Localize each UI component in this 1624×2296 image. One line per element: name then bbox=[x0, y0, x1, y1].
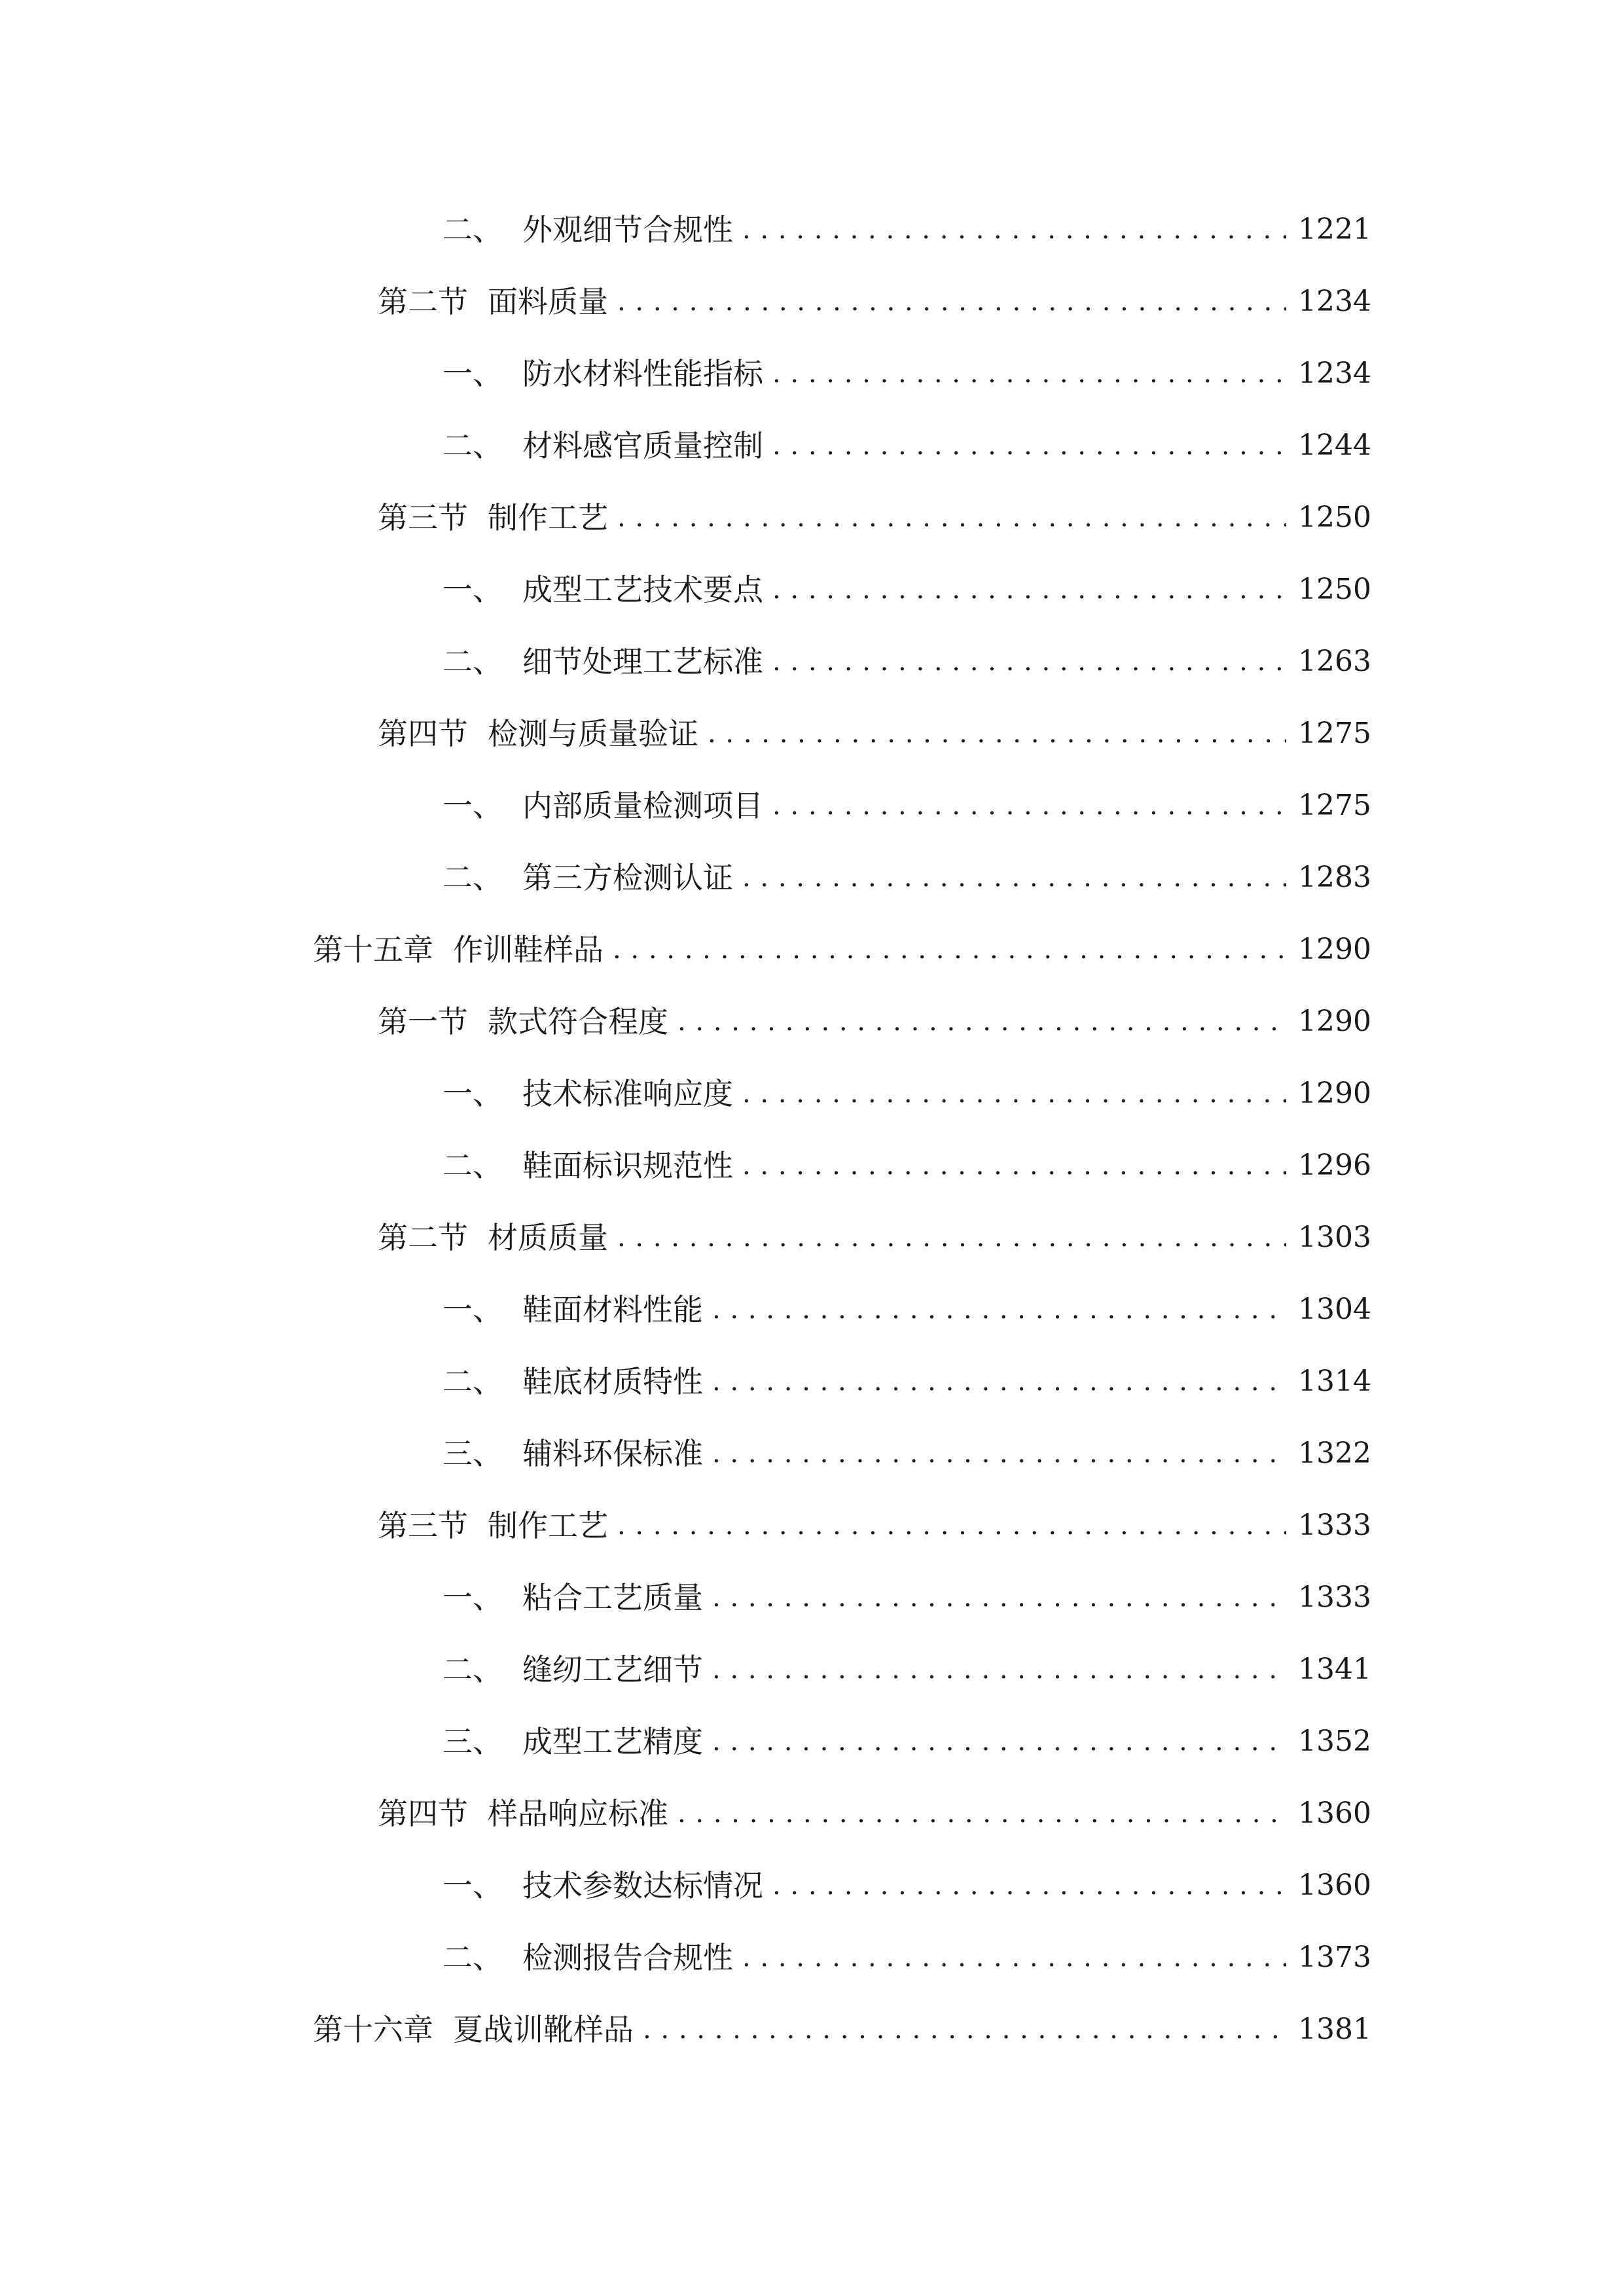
toc-entry-page-number: 1290 bbox=[1298, 1005, 1371, 1038]
toc-entry-number: 三、 bbox=[442, 1724, 503, 1759]
toc-entry-title: 第三方检测认证 bbox=[522, 860, 733, 895]
table-of-contents bbox=[0, 194, 1624, 2066]
toc-entry-title: 制作工艺 bbox=[488, 500, 608, 535]
toc-entry-number: 一、 bbox=[442, 572, 503, 607]
toc-entry-23[interactable] bbox=[0, 1778, 1371, 1850]
toc-entry-number: 二、 bbox=[442, 1148, 503, 1183]
toc-entry-22[interactable] bbox=[0, 1706, 1371, 1778]
toc-entry-number: 一、 bbox=[442, 1580, 503, 1615]
toc-entry-title: 款式符合程度 bbox=[488, 1004, 668, 1039]
toc-dot-leader bbox=[772, 626, 1286, 698]
toc-entry-title: 鞋面标识规范性 bbox=[522, 1148, 733, 1183]
toc-entry-14[interactable] bbox=[0, 1130, 1371, 1202]
toc-dot-leader bbox=[617, 482, 1286, 554]
toc-entry-page-number: 1275 bbox=[1298, 789, 1371, 822]
toc-entry-page-number: 1290 bbox=[1298, 933, 1371, 966]
toc-entry-title: 技术标准响应度 bbox=[522, 1076, 733, 1111]
toc-entry-18[interactable] bbox=[0, 1418, 1371, 1490]
toc-entry-4[interactable] bbox=[0, 410, 1371, 482]
toc-entry-page-number: 1263 bbox=[1298, 645, 1371, 678]
toc-entry-1[interactable] bbox=[0, 194, 1371, 266]
toc-dot-leader bbox=[772, 1850, 1286, 1922]
toc-entry-title: 成型工艺技术要点 bbox=[522, 572, 763, 607]
toc-entry-3[interactable] bbox=[0, 338, 1371, 410]
toc-entry-page-number: 1333 bbox=[1298, 1581, 1371, 1614]
toc-entry-page-number: 1283 bbox=[1298, 861, 1371, 894]
toc-entry-title: 辅料环保标准 bbox=[522, 1436, 703, 1471]
toc-dot-leader bbox=[613, 914, 1286, 986]
toc-entry-title: 鞋面材料性能 bbox=[522, 1292, 703, 1327]
toc-entry-page-number: 1381 bbox=[1298, 2013, 1371, 2046]
toc-entry-20[interactable] bbox=[0, 1562, 1371, 1634]
toc-dot-leader bbox=[712, 1418, 1286, 1490]
toc-entry-12[interactable] bbox=[0, 986, 1371, 1058]
toc-entry-title: 材质质量 bbox=[488, 1220, 608, 1255]
toc-entry-26[interactable] bbox=[0, 1994, 1371, 2066]
toc-entry-page-number: 1275 bbox=[1298, 717, 1371, 750]
toc-entry-page-number: 1341 bbox=[1298, 1653, 1371, 1686]
toc-entry-number: 一、 bbox=[442, 1292, 503, 1327]
toc-entry-17[interactable] bbox=[0, 1346, 1371, 1418]
toc-entry-title: 外观细节合规性 bbox=[522, 212, 733, 247]
toc-dot-leader bbox=[742, 1922, 1286, 1994]
toc-dot-leader bbox=[742, 1130, 1286, 1202]
toc-entry-11[interactable] bbox=[0, 914, 1371, 986]
toc-dot-leader bbox=[712, 1274, 1286, 1346]
toc-entry-number: 第四节 bbox=[378, 1796, 468, 1831]
toc-entry-page-number: 1304 bbox=[1298, 1293, 1371, 1326]
toc-entry-page-number: 1234 bbox=[1298, 285, 1371, 318]
toc-entry-number: 第三节 bbox=[378, 1508, 468, 1543]
toc-entry-page-number: 1303 bbox=[1298, 1221, 1371, 1254]
toc-entry-title: 作训鞋样品 bbox=[453, 932, 604, 967]
toc-entry-number: 第十六章 bbox=[313, 2012, 433, 2047]
toc-entry-title: 成型工艺精度 bbox=[522, 1724, 703, 1759]
toc-entry-page-number: 1373 bbox=[1298, 1941, 1371, 1974]
toc-entry-15[interactable] bbox=[0, 1202, 1371, 1274]
toc-entry-number: 二、 bbox=[442, 1364, 503, 1399]
toc-entry-24[interactable] bbox=[0, 1850, 1371, 1922]
toc-entry-number: 第二节 bbox=[378, 284, 468, 319]
toc-entry-number: 一、 bbox=[442, 1076, 503, 1111]
toc-entry-page-number: 1250 bbox=[1298, 501, 1371, 534]
toc-dot-leader bbox=[772, 338, 1286, 410]
toc-entry-21[interactable] bbox=[0, 1634, 1371, 1706]
toc-entry-title: 缝纫工艺细节 bbox=[522, 1652, 703, 1687]
toc-entry-10[interactable] bbox=[0, 842, 1371, 914]
toc-entry-number: 二、 bbox=[442, 428, 503, 463]
toc-entry-page-number: 1314 bbox=[1298, 1365, 1371, 1398]
toc-dot-leader bbox=[617, 1202, 1286, 1274]
toc-entry-title: 细节处理工艺标准 bbox=[522, 644, 763, 679]
toc-entry-title: 检测报告合规性 bbox=[522, 1940, 733, 1975]
toc-dot-leader bbox=[712, 1562, 1286, 1634]
toc-entry-number: 二、 bbox=[442, 1652, 503, 1687]
toc-entry-page-number: 1360 bbox=[1298, 1869, 1371, 1902]
toc-entry-16[interactable] bbox=[0, 1274, 1371, 1346]
toc-entry-page-number: 1234 bbox=[1298, 357, 1371, 390]
toc-entry-title: 面料质量 bbox=[488, 284, 608, 319]
toc-entry-8[interactable] bbox=[0, 698, 1371, 770]
toc-entry-title: 样品响应标准 bbox=[488, 1796, 668, 1831]
toc-entry-number: 三、 bbox=[442, 1436, 503, 1471]
toc-dot-leader bbox=[712, 1706, 1286, 1778]
toc-entry-5[interactable] bbox=[0, 482, 1371, 554]
toc-dot-leader bbox=[742, 842, 1286, 914]
toc-entry-page-number: 1352 bbox=[1298, 1725, 1371, 1758]
toc-entry-title: 制作工艺 bbox=[488, 1508, 608, 1543]
toc-entry-number: 二、 bbox=[442, 644, 503, 679]
toc-entry-page-number: 1322 bbox=[1298, 1437, 1371, 1470]
toc-entry-13[interactable] bbox=[0, 1058, 1371, 1130]
toc-entry-number: 二、 bbox=[442, 212, 503, 247]
toc-entry-25[interactable] bbox=[0, 1922, 1371, 1994]
toc-entry-number: 第一节 bbox=[378, 1004, 468, 1039]
toc-dot-leader bbox=[677, 1778, 1286, 1850]
toc-entry-number: 二、 bbox=[442, 860, 503, 895]
toc-entry-6[interactable] bbox=[0, 554, 1371, 626]
toc-dot-leader bbox=[617, 266, 1286, 338]
toc-dot-leader bbox=[712, 1634, 1286, 1706]
toc-entry-number: 第十五章 bbox=[313, 932, 433, 967]
toc-entry-page-number: 1250 bbox=[1298, 573, 1371, 606]
toc-entry-number: 一、 bbox=[442, 356, 503, 391]
toc-dot-leader bbox=[772, 770, 1286, 842]
toc-entry-page-number: 1244 bbox=[1298, 429, 1371, 462]
toc-entry-19[interactable] bbox=[0, 1490, 1371, 1562]
toc-entry-number: 二、 bbox=[442, 1940, 503, 1975]
toc-entry-page-number: 1333 bbox=[1298, 1509, 1371, 1542]
toc-dot-leader bbox=[772, 410, 1286, 482]
toc-dot-leader bbox=[643, 1994, 1286, 2066]
toc-entry-number: 第四节 bbox=[378, 716, 468, 751]
toc-entry-number: 第三节 bbox=[378, 500, 468, 535]
toc-entry-title: 检测与质量验证 bbox=[488, 716, 698, 751]
toc-entry-title: 技术参数达标情况 bbox=[522, 1868, 763, 1903]
toc-entry-page-number: 1290 bbox=[1298, 1077, 1371, 1110]
toc-entry-title: 夏战训靴样品 bbox=[453, 2012, 634, 2047]
toc-entry-title: 粘合工艺质量 bbox=[522, 1580, 703, 1615]
toc-entry-number: 一、 bbox=[442, 1868, 503, 1903]
toc-dot-leader bbox=[742, 1058, 1286, 1130]
toc-entry-title: 材料感官质量控制 bbox=[522, 428, 763, 463]
toc-entry-9[interactable] bbox=[0, 770, 1371, 842]
toc-entry-number: 一、 bbox=[442, 788, 503, 823]
toc-entry-page-number: 1221 bbox=[1298, 213, 1371, 246]
toc-entry-number: 第二节 bbox=[378, 1220, 468, 1255]
toc-entry-title: 防水材料性能指标 bbox=[522, 356, 763, 391]
toc-entry-title: 内部质量检测项目 bbox=[522, 788, 763, 823]
toc-entry-7[interactable] bbox=[0, 626, 1371, 698]
toc-entry-page-number: 1296 bbox=[1298, 1149, 1371, 1182]
toc-dot-leader bbox=[742, 194, 1286, 266]
toc-dot-leader bbox=[708, 698, 1286, 770]
toc-entry-page-number: 1360 bbox=[1298, 1797, 1371, 1830]
toc-dot-leader bbox=[677, 986, 1286, 1058]
toc-dot-leader bbox=[712, 1346, 1286, 1418]
toc-entry-title: 鞋底材质特性 bbox=[522, 1364, 703, 1399]
toc-dot-leader bbox=[772, 554, 1286, 626]
toc-entry-2[interactable] bbox=[0, 266, 1371, 338]
toc-dot-leader bbox=[617, 1490, 1286, 1562]
